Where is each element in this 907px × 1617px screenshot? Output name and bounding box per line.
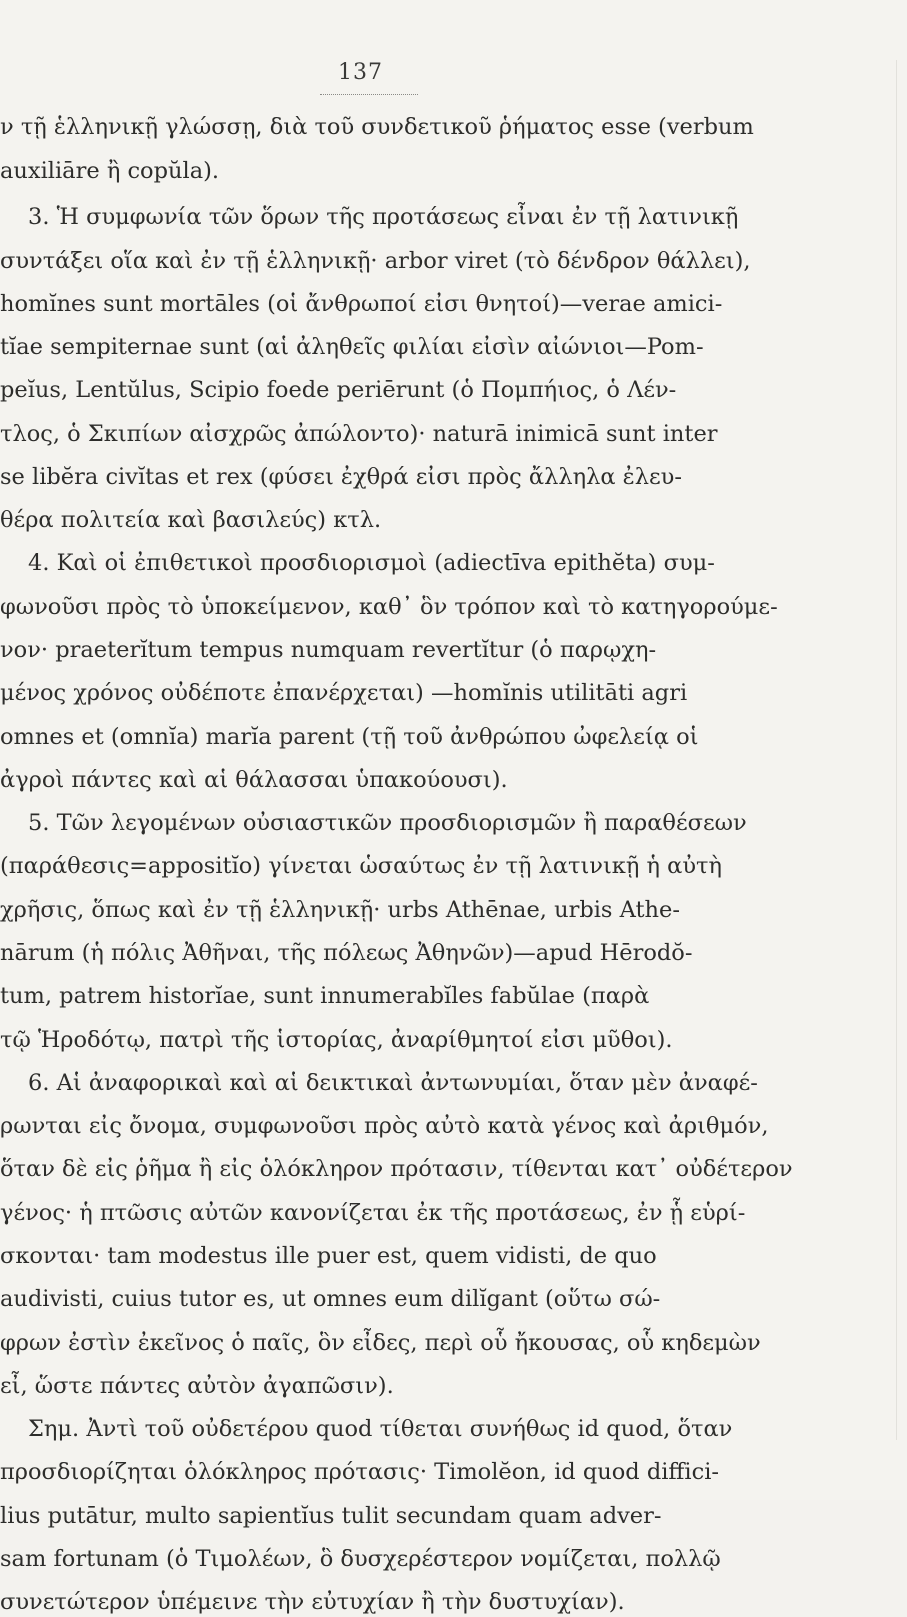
text-line: sam fortunam (ὁ Τιμολέων, ὃ δυσχερέστερον νομίζεται, πολλῷ [0, 1546, 721, 1572]
text-line: 3. Ἡ συμφωνία τῶν ὅρων τῆς προτάσεως εἶναι ἐν τῇ λατινικῇ [28, 204, 739, 230]
text-line: omnes et (omnĭa) marĭa parent (τῇ τοῦ ἀνθρώπου ὠφελείᾳ οἱ [0, 724, 699, 750]
text-line: τῷ Ἡροδότῳ, πατρὶ τῆς ἱστορίας, ἀναρίθμητοί εἰσι μῦθοι). [0, 1027, 673, 1053]
text-line: peĭus, Lentŭlus, Scipio foede periērunt (ὁ Πομπήιος, ὁ Λέν- [0, 377, 677, 403]
text-line: τλος, ὁ Σκιπίων αἰσχρῶς ἀπώλοντο)· naturā inimicā sunt inter [0, 421, 718, 447]
text-line: tĭae sempiternae sunt (αἱ ἀληθεῖς φιλίαι εἰσὶν αἰώνιοι—Pom- [0, 334, 704, 360]
text-line: tum, patrem historĭae, sunt innumerabĭles fabŭlae (παρὰ [0, 983, 650, 1009]
page-number: 137 [338, 60, 383, 85]
text-line: συνετώτερον ὑπέμεινε τὴν εὐτυχίαν ἢ τὴν δυστυχίαν). [0, 1589, 625, 1615]
text-line: 6. Αἱ ἀναφορικαὶ καὶ αἱ δεικτικαὶ ἀντωνυμίαι, ὅταν μὲν ἀναφέ- [28, 1070, 758, 1096]
text-line: γένος· ἡ πτῶσις αὐτῶν κανονίζεται ἐκ τῆς προτάσεως, ἐν ᾗ εὑρί- [0, 1200, 746, 1226]
text-line: (παράθεσις=appositĭo) γίνεται ὡσαύτως ἐν τῇ λατινικῇ ἡ αὐτὴ [0, 853, 722, 879]
text-line: μένος χρόνος οὐδέποτε ἐπανέρχεται) —homĭnis utilitāti agri [0, 680, 688, 706]
text-line: 5. Τῶν λεγομένων οὐσιαστικῶν προσδιορισμῶν ἢ παραθέσεων [28, 810, 747, 836]
text-line: ρωνται εἰς ὄνομα, συμφωνοῦσι πρὸς αὐτὸ κατὰ γένος καὶ ἀριθμόν, [0, 1113, 769, 1139]
text-line: θέρα πολιτεία καὶ βασιλεύς) κτλ. [0, 507, 382, 533]
text-line: εἶ, ὥστε πάντες αὐτὸν ἀγαπῶσιν). [0, 1373, 394, 1399]
text-line: ἀγροὶ πάντες καὶ αἱ θάλασσαι ὑπακούουσι). [0, 767, 508, 793]
text-line: se libĕra civĭtas et rex (φύσει ἐχθρά εἰσι πρὸς ἄλληλα ἐλευ- [0, 464, 682, 490]
text-line: audivisti, cuius tutor es, ut omnes eum dilĭgant (οὕτω σώ- [0, 1286, 661, 1312]
text-line: ὅταν δὲ εἰς ῥῆμα ἢ εἰς ὁλόκληρον πρότασιν, τίθενται κατ᾽ οὐδέτερον [0, 1156, 793, 1182]
text-line: φωνοῦσι πρὸς τὸ ὑποκείμενον, καθ᾽ ὃν τρόπον καὶ τὸ κατηγορούμε- [0, 594, 778, 620]
text-line: Σημ. Ἀντὶ τοῦ οὐδετέρου quod τίθεται συνήθως id quod, ὅταν [28, 1416, 733, 1442]
text-line: lius putātur, multo sapientĭus tulit secundam quam adver- [0, 1503, 662, 1529]
text-line: σκονται· tam modestus ille puer est, quem vidisti, de quo [0, 1243, 657, 1269]
page-number-rule [320, 94, 418, 95]
text-line: homĭnes sunt mortāles (οἱ ἄνθρωποί εἰσι θνητοί)—verae amici- [0, 291, 723, 317]
text-line: auxiliāre ἢ copŭla). [0, 158, 220, 184]
text-line: ν τῇ ἑλληνικῇ γλώσσῃ, διὰ τοῦ συνδετικοῦ ῥήματος esse (verbum [0, 114, 754, 140]
page-edge [896, 60, 907, 1440]
text-line: nārum (ἡ πόλις Ἀθῆναι, τῆς πόλεως Ἀθηνῶν)—apud Hērodŏ- [0, 940, 693, 966]
text-line: συντάξει οἵα καὶ ἐν τῇ ἑλληνικῇ· arbor viret (τὸ δένδρον θάλλει), [0, 248, 751, 274]
text-line: προσδιορίζηται ὁλόκληρος πρότασις· Timolĕon, id quod diffici- [0, 1459, 720, 1485]
text-line: 4. Καὶ οἱ ἐπιθετικοὶ προσδιορισμοὶ (adiectīva epithĕta) συμ- [28, 550, 715, 576]
text-line: χρῆσις, ὅπως καὶ ἐν τῇ ἑλληνικῇ· urbs Athēnae, urbis Athe- [0, 897, 680, 923]
text-line: νον· praeterĭtum tempus numquam revertĭtur (ὁ παρῳχη- [0, 637, 657, 663]
text-line: φρων ἐστὶν ἐκεῖνος ὁ παῖς, ὃν εἶδες, περὶ οὗ ἤκουσας, οὗ κηδεμὼν [0, 1330, 761, 1356]
